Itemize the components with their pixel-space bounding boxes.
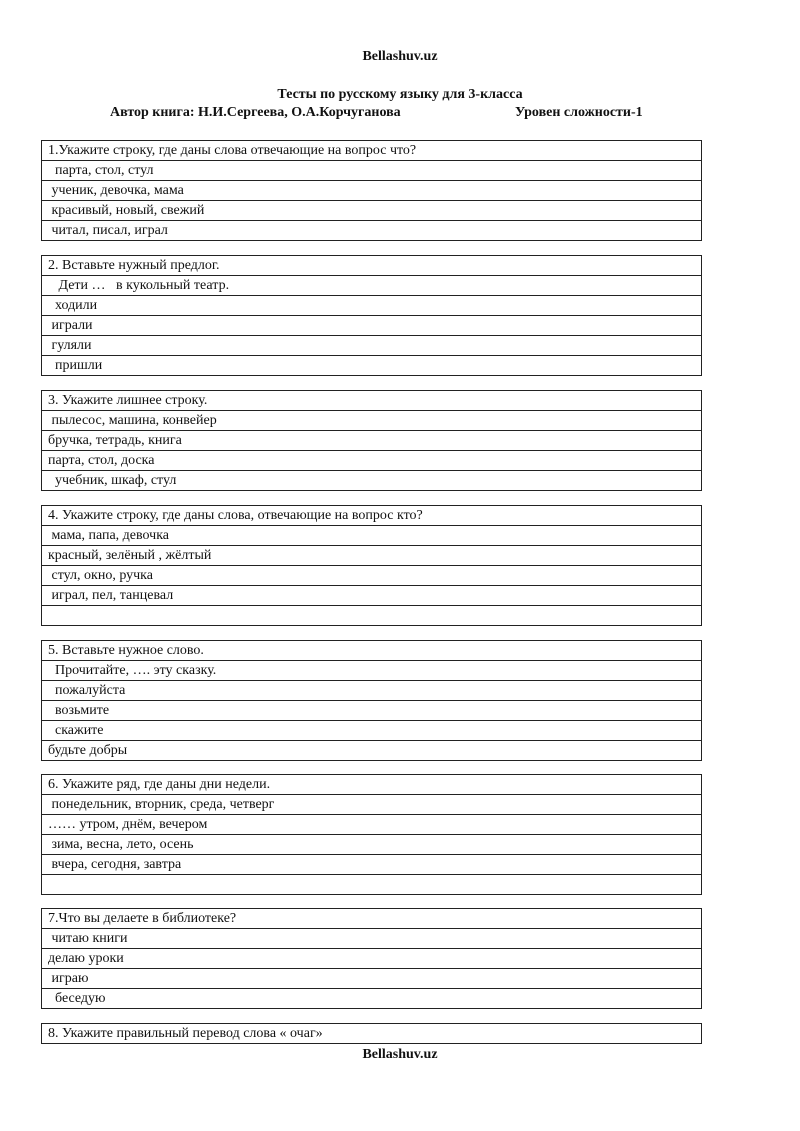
question-table [41, 640, 702, 761]
empty-answer-row [42, 874, 701, 894]
question-table [41, 1023, 702, 1044]
answer-option: скажите [42, 720, 701, 740]
answer-option: возьмите [42, 700, 701, 720]
question-prompt: Дети … в кукольный театр. [42, 275, 701, 295]
answer-option: играл, пел, танцевал [42, 585, 701, 605]
question-table [41, 505, 702, 626]
answer-option: красный, зелёный , жёлтый [42, 545, 701, 565]
empty-answer-row [42, 605, 701, 625]
answer-option: стул, окно, ручка [42, 565, 701, 585]
answer-option: пожалуйста [42, 680, 701, 700]
answer-option: беседую [42, 988, 701, 1008]
answer-option: вчера, сегодня, завтра [42, 854, 701, 874]
answer-option: учебник, шкаф, стул [42, 470, 701, 490]
question-text: 1.Укажите строку, где даны слова отвечающие на вопрос что? [48, 143, 417, 158]
difficulty-level: Уровен сложности-1 [515, 105, 643, 120]
answer-option: гуляли [42, 335, 701, 355]
answer-option: понедельник, вторник, среда, четверг [42, 794, 701, 814]
answer-option: ходили [42, 295, 701, 315]
answer-option: парта, стол, стул [42, 160, 701, 180]
question-table [41, 774, 702, 895]
question-text: 6. Укажите ряд, где даны дни недели. [48, 777, 271, 792]
question-prompt: Прочитайте, …. эту сказку. [42, 660, 701, 680]
answer-option: бручка, тетрадь, книга [42, 430, 701, 450]
question-text: 5. Вставьте нужное слово. [48, 643, 204, 658]
answer-option: делаю уроки [42, 948, 701, 968]
question-table [41, 140, 702, 241]
answer-option: парта, стол, доска [42, 450, 701, 470]
footer-site-name: Bellashuv.uz [362, 1047, 438, 1062]
answer-option: читаю книги [42, 928, 701, 948]
question-table [41, 255, 702, 376]
answer-option: будьте добры [42, 740, 701, 760]
question-table [41, 390, 702, 491]
page-title: Тесты по русскому языку для 3-класса [277, 87, 523, 102]
authors-line: Автор книга: Н.И.Сергеева, О.А.Корчуганова [110, 105, 401, 120]
question-text: 3. Укажите лишнее строку. [48, 393, 208, 408]
question-text: 8. Укажите правильный перевод слова « очаг» [48, 1026, 323, 1041]
answer-option: играли [42, 315, 701, 335]
answer-option: красивый, новый, свежий [42, 200, 701, 220]
answer-option: пришли [42, 355, 701, 375]
answer-option: играю [42, 968, 701, 988]
question-text: 7.Что вы делаете в библиотеке? [48, 911, 237, 926]
answer-option: …… утром, днём, вечером [42, 814, 701, 834]
header-site-name: Bellashuv.uz [362, 49, 438, 64]
answer-option: мама, папа, девочка [42, 525, 701, 545]
answer-option: зима, весна, лето, осень [42, 834, 701, 854]
question-text: 4. Укажите строку, где даны слова, отвечающие на вопрос кто? [48, 508, 423, 523]
question-table [41, 908, 702, 1009]
answer-option: читал, писал, играл [42, 220, 701, 240]
answer-option: пылесос, машина, конвейер [42, 410, 701, 430]
question-text: 2. Вставьте нужный предлог. [48, 258, 220, 273]
answer-option: ученик, девочка, мама [42, 180, 701, 200]
